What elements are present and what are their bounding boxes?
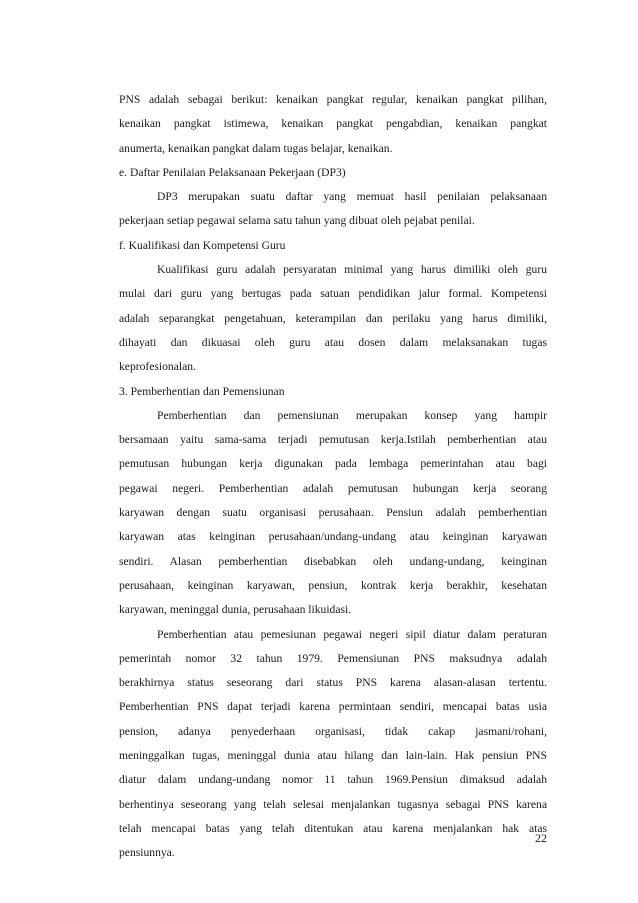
text-line: keprofesionalan. <box>119 360 196 374</box>
text-line: 3. Pemberhentian dan Pemensiunan <box>119 384 285 398</box>
text-line: bersamaan yaitu sama-sama terjadi pemutusan kerja.Istilah pemberhentian atau <box>119 433 547 447</box>
text-line: anumerta, kenaikan pangkat dalam tugas belajar, kenaikan. <box>119 141 393 155</box>
text-line: diatur dalam undang-undang nomor 11 tahun 1969.Pensiun dimaksud adalah <box>119 773 547 787</box>
text-line: Pemberhentian atau pemesiunan pegawai negeri sipil diatur dalam peraturan <box>157 627 547 641</box>
text-line: pemutusan hubungan kerja digunakan pada lembaga pemerintahan atau bagi <box>119 457 547 471</box>
text-line: pensiunnya. <box>119 846 175 860</box>
page-number: 22 <box>535 831 547 845</box>
document-body <box>119 88 547 866</box>
text-line: kenaikan pangkat istimewa, kenaikan pangkat pengabdian, kenaikan pangkat <box>119 117 547 131</box>
text-line: pekerjaan setiap pegawai selama satu tahun yang dibuat oleh pejabat penilai. <box>119 214 475 228</box>
text-line: pension, adanya penyederhaan organisasi, tidak cakap jasmani/rohani, <box>119 724 547 738</box>
text-line: Pemberhentian dan pemensiunan merupakan konsep yang hampir <box>157 408 547 422</box>
text-line: pegawai negeri. Pemberhentian adalah pemutusan hubungan kerja seorang <box>119 481 547 495</box>
text-line: Pemberhentian PNS dapat terjadi karena permintaan sendiri, mencapai batas usia <box>119 700 547 714</box>
text-line: telah mencapai batas yang telah ditentukan atau karena menjalankan hak atas <box>119 821 547 835</box>
text-line: perusahaan, keinginan karyawan, pensiun, kontrak kerja berakhir, kesehatan <box>119 578 547 592</box>
text-line: pemerintah nomor 32 tahun 1979. Pemensiunan PNS maksudnya adalah <box>119 651 547 665</box>
text-line: PNS adalah sebagai berikut: kenaikan pangkat regular, kenaikan pangkat pilihan, <box>119 93 547 106</box>
text-line: DP3 merupakan suatu daftar yang memuat hasil penilaian pelaksanaan <box>157 190 547 204</box>
text-line: karyawan atas keinginan perusahaan/undang-undang atau keinginan karyawan <box>119 530 547 544</box>
text-line: Kualifikasi guru adalah persyaratan minimal yang harus dimiliki oleh guru <box>157 263 547 277</box>
text-line: karyawan, meninggal dunia, perusahaan likuidasi. <box>119 603 352 617</box>
text-line: adalah separangkat pengetahuan, keterampilan dan perilaku yang harus dimiliki, <box>119 311 547 325</box>
text-line: meninggalkan tugas, meninggal dunia atau hilang dan lain-lain. Hak pensiun PNS <box>119 749 547 763</box>
text-line: berakhirnya status seseorang dari status PNS karena alasan-alasan tertentu. <box>119 676 547 690</box>
text-line: karyawan dengan suatu organisasi perusahaan. Pensiun adalah pemberhentian <box>119 506 547 520</box>
text-line: dihayati dan dikuasai oleh guru atau dosen dalam melaksanakan tugas <box>119 335 547 349</box>
text-line: mulai dari guru yang bertugas pada satuan pendidikan jalur formal. Kompetensi <box>119 287 547 301</box>
text-line: sendiri. Alasan pemberhentian disebabkan oleh undang-undang, keinginan <box>119 554 547 568</box>
text-line: berhentinya seseorang yang telah selesai menjalankan tugasnya sebagai PNS karena <box>119 797 547 811</box>
text-line: e. Daftar Penilaian Pelaksanaan Pekerjaan (DP3) <box>119 165 346 179</box>
text-line: f. Kualifikasi dan Kompetensi Guru <box>119 238 286 252</box>
